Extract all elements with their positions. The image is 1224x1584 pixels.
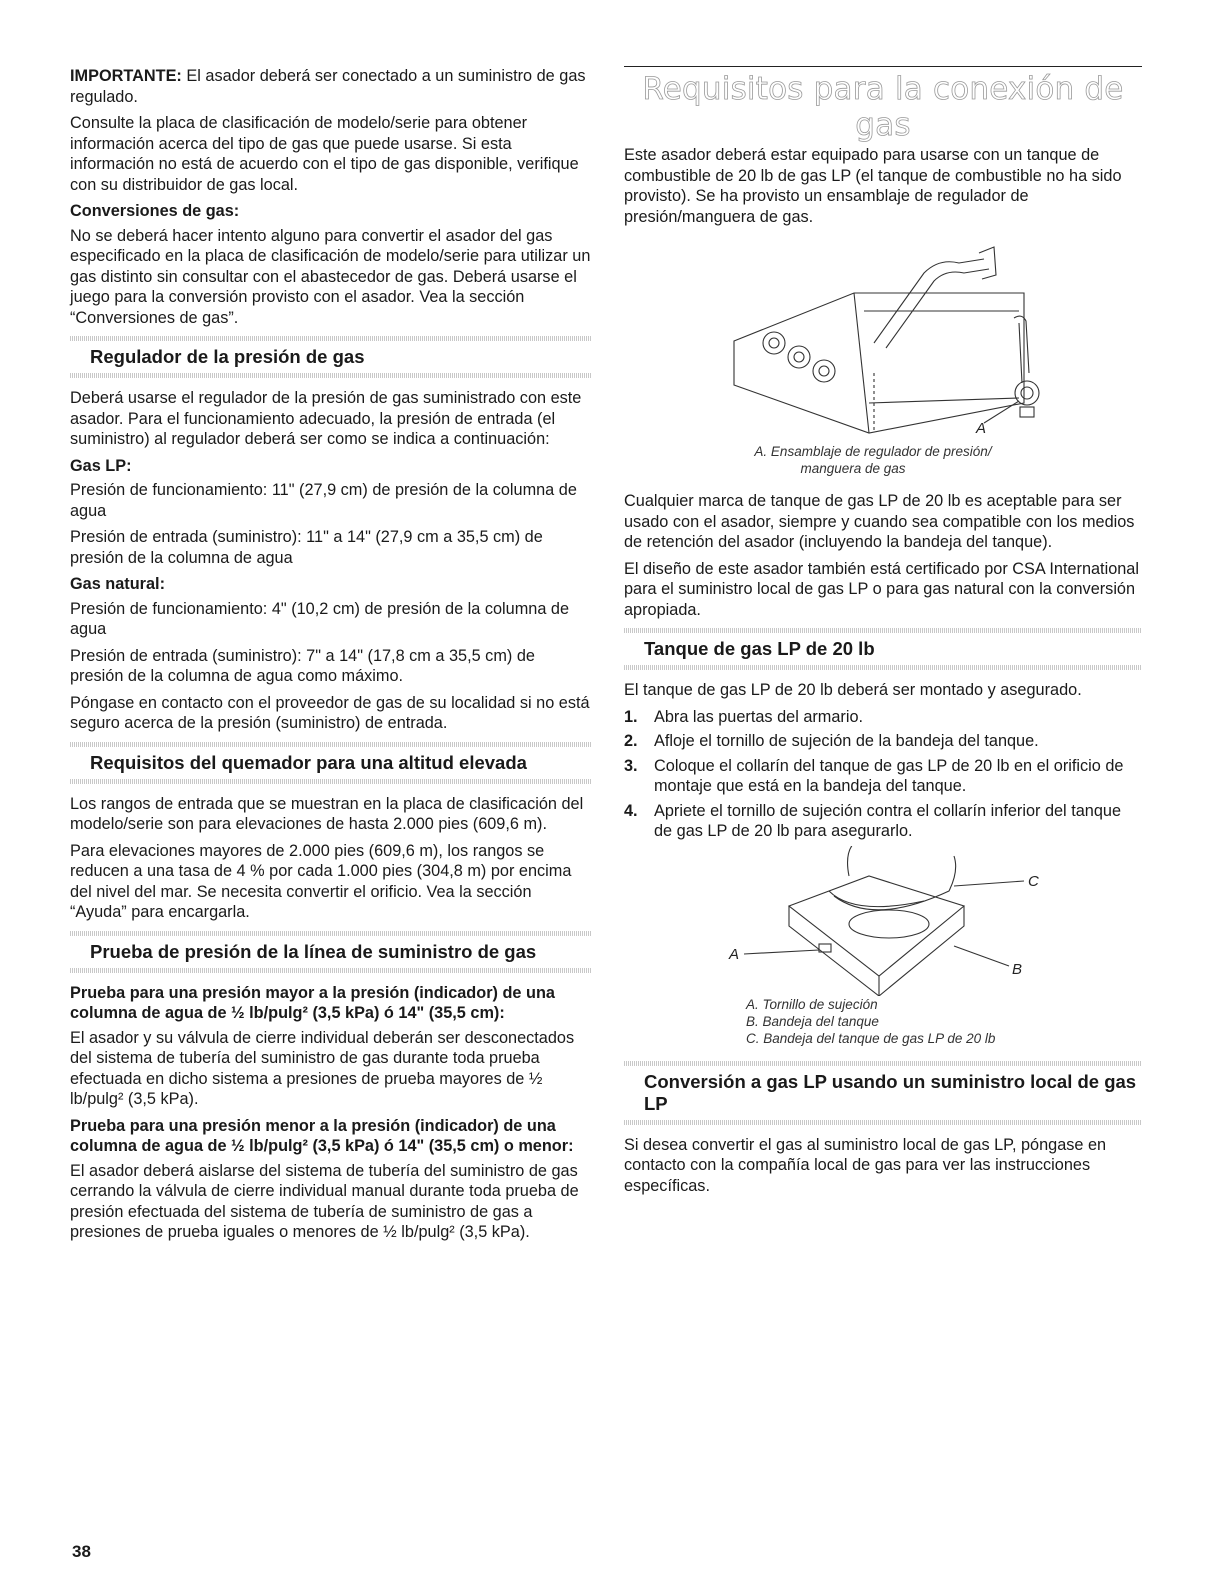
page-title: Requisitos para la conexión de gas (642, 71, 1124, 143)
list-item (624, 756, 1142, 797)
section-title: Prueba de presión de la línea de suministro de gas (90, 940, 537, 962)
step-number: 4. (624, 801, 638, 820)
hatch-rule (624, 1120, 1142, 1125)
prueba-paragraph-2: El asador deberá aislarse del sistema de tubería del suministro de gas cerrando la válvula de cierre individual manual durante toda prueba de presión efectuada del sistema de tubería de suministro de gas a presiones de prueba iguales o menores de ½ lb/pulg² (3,5 kPa). (70, 1161, 579, 1241)
section-header-conversion (624, 1061, 1142, 1125)
fig2-label-b: B (1012, 960, 1023, 978)
fig1-label-a: A (976, 420, 987, 437)
step-number: 2. (624, 732, 638, 750)
prueba-paragraph-1: El asador y su válvula de cierre individual deberán ser desconectados del sistema de tubería del suministro de gas durante toda prueba efectuada en dicho sistema a presiones de prueba mayores de ½ lb/pulg² (3,5 kPa). (70, 1028, 575, 1108)
list-item (624, 801, 1142, 842)
tank-tray-figure (624, 846, 1142, 996)
regulador-intro: Deberá usarse el regulador de la presión de gas suministrado con este asador. Para el funcionamiento adecuado, la presión de entrada (el suministro) al regulador deberá ser como se indica a continuación: (70, 389, 582, 448)
tanque-steps-list (624, 707, 1142, 842)
step-text: Abra las puertas del armario. (654, 707, 864, 726)
page-number: 38 (72, 1542, 91, 1561)
hatch-rule (70, 779, 592, 784)
left-column (70, 66, 592, 1249)
conversiones-paragraph: No se deberá hacer intento alguno para convertir el asador del gas especificado en la placa de clasificación de modelo/serie para utilizar un gas distinto sin consultar con el abastecedor de gas. Deberá usarse el juego para la conversión provisto con el asador. Vea la sección “Conversiones de gas”. (70, 226, 591, 327)
tanque-intro: El tanque de gas LP de 20 lb deberá ser montado y asegurado. (624, 681, 1082, 699)
fig2-caption-b: B. Bandeja del tanque (746, 1013, 879, 1029)
step-text: Apriete el tornillo de sujeción contra el collarín inferior del tanque de gas LP de 20 lb para asegurarlo. (654, 801, 1121, 840)
hatch-rule (70, 968, 592, 973)
prueba-heading-1: Prueba para una presión mayor a la presión (indicador) de una columna de agua de ½ lb/pulg² (3,5 kPa) ó 14" (35,5 cm): (70, 983, 555, 1022)
hatch-rule (624, 665, 1142, 670)
step-number: 1. (624, 707, 638, 726)
section-title: Tanque de gas LP de 20 lb (644, 638, 875, 659)
gas-lp-line-1: Presión de funcionamiento: 11" (27,9 cm) de presión de la columna de agua (70, 481, 577, 520)
gas-lp-heading: Gas LP: (70, 456, 132, 475)
gas-natural-line-2: Presión de entrada (suministro): 7" a 14" (17,8 cm a 35,5 cm) de presión de la columna de agua como máximo. (70, 646, 535, 685)
importante-paragraph (70, 66, 592, 107)
section-header-tanque (624, 628, 1142, 670)
step-text: Coloque el collarín del tanque de gas LP de 20 lb en el orificio de montaje que está en la bandeja del tanque. (654, 756, 1124, 795)
gas-natural-line-1: Presión de funcionamiento: 4" (10,2 cm) de presión de la columna de agua (70, 599, 570, 638)
fig1-caption-line-1: A. Ensamblaje de regulador de presión/ (754, 444, 992, 459)
section-title: Requisitos del quemador para una altitud elevada (90, 751, 527, 773)
hatch-rule (70, 373, 592, 378)
fig2-caption-c: C. Bandeja del tanque de gas LP de 20 lb (746, 1030, 996, 1046)
conversion-paragraph: Si desea convertir el gas al suministro local de gas LP, póngase en contacto con la compañía local de gas para ver las instrucciones específicas. (624, 1135, 1107, 1195)
importante-text: El asador deberá ser conectado a un suministro de gas regulado. (70, 67, 586, 106)
altitud-paragraph-1: Los rangos de entrada que se muestran en la placa de clasificación del modelo/serie son para elevaciones de hasta 2.000 pies (609,6 m). (70, 794, 584, 833)
fig1-caption-line-2: manguera de gas (800, 461, 906, 476)
fig2-captions (624, 996, 1142, 1047)
step-number: 3. (624, 756, 638, 775)
right-column (624, 66, 1142, 1202)
contacto-paragraph: Póngase en contacto con el proveedor de gas de su localidad si no está seguro acerca de la presión (suministro) de entrada. (70, 693, 590, 732)
altitud-paragraph-2: Para elevaciones mayores de 2.000 pies (609,6 m), los rangos se reducen a una tasa de 4 % por cada 1.000 pies (304,8 m) por encima del nivel del mar. Se necesita convertir el orificio. Vea la sección “Ayuda” para encargarla. (70, 841, 572, 921)
section-title: Conversión a gas LP usando un suministro local de gas LP (644, 1070, 1137, 1114)
prueba-heading-2: Prueba para una presión menor a la presión (indicador) de una columna de agua de ½ lb/pulg² (3,5 kPa) ó 14" (35,5 cm) o menor: (70, 1116, 574, 1155)
title-rule (624, 66, 1142, 67)
cualquier-paragraph: Cualquier marca de tanque de gas LP de 20 lb es aceptable para ser usado con el asador, siempre y cuando sea compatible con los medios de retención del asador (incluyendo la bandeja del tanque). (624, 492, 1135, 551)
tank-tray-illustration (624, 846, 1142, 996)
step-text: Afloje el tornillo de sujeción de la bandeja del tanque. (654, 732, 1039, 750)
section-header-altitud (70, 742, 592, 784)
grill-regulator-figure (624, 233, 1142, 443)
list-item (624, 731, 1142, 752)
fig2-caption-a: A. Tornillo de sujeción (746, 996, 878, 1012)
section-title: Regulador de la presión de gas (90, 346, 365, 367)
intro-paragraph: Este asador deberá estar equipado para usarse con un tanque de combustible de 20 lb de gas LP (el tanque de combustible no ha sido provisto). Se ha provisto un ensamblaje de regulador de presión/manguera de gas. (624, 146, 1122, 226)
gas-natural-heading: Gas natural: (70, 575, 166, 593)
gas-lp-line-2: Presión de entrada (suministro): 11" a 14" (27,9 cm a 35,5 cm) de presión de la columna de agua (70, 528, 543, 567)
section-header-prueba (70, 931, 592, 973)
section-header-regulador (70, 336, 592, 378)
grill-regulator-illustration (624, 233, 1142, 443)
diseno-paragraph: El diseño de este asador también está certificado por CSA International para el suministro local de gas LP o para gas natural con la conversión apropiada. (624, 559, 1139, 619)
conversiones-heading: Conversiones de gas: (70, 202, 240, 220)
consulte-paragraph: Consulte la placa de clasificación de modelo/serie para obtener información acerca del tipo de gas que puede usarse. Si esta información no está de acuerdo con el tipo de gas disponible, verifique con su distribuidor de gas local. (70, 114, 579, 194)
fig2-label-c: C (1028, 872, 1039, 890)
importante-label: IMPORTANTE: (70, 67, 182, 85)
fig2-label-a: A (729, 945, 740, 963)
list-item (624, 707, 1142, 728)
